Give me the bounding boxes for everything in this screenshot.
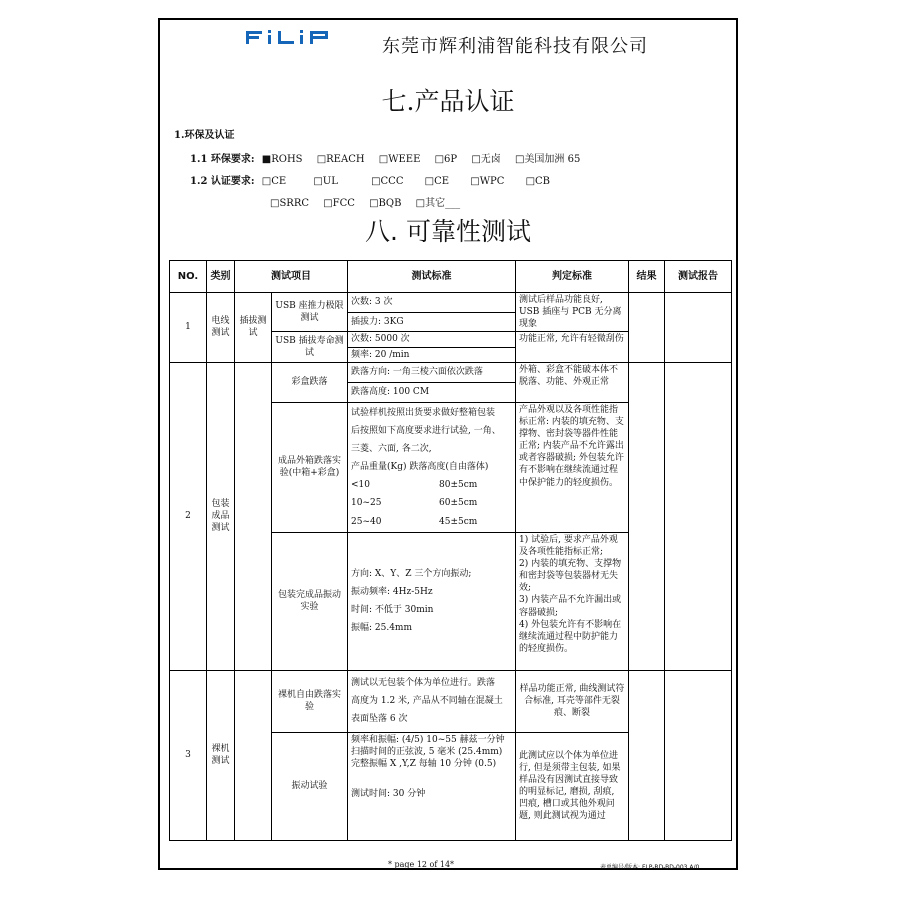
test-standard bbox=[348, 532, 516, 670]
criteria-line: 2) 内装的填充物、支撑物和密封袋等包装器材无失效; bbox=[519, 558, 622, 594]
std-line: 后按照如下高度要求进行试验, 一角、 bbox=[351, 425, 501, 436]
std-pair bbox=[351, 513, 512, 531]
std-line: 方向: X、Y、Z 三个方向振动; bbox=[351, 568, 472, 579]
std-line: 产品重量(Kg) 跌落高度(自由落体) bbox=[351, 462, 489, 473]
test-standard bbox=[348, 670, 516, 732]
criteria: 测试后样品功能良好, USB 插座与 PCB 无分离现象 bbox=[516, 293, 629, 332]
std-line: 振幅: 25.4mm bbox=[351, 623, 413, 634]
result-cell bbox=[629, 293, 665, 363]
test-standard bbox=[348, 402, 516, 532]
test-standard: 次数: 3 次 bbox=[348, 293, 516, 313]
report-cell bbox=[665, 362, 732, 670]
env-option: □美国加洲 65 bbox=[514, 154, 581, 165]
empty-cell bbox=[235, 362, 272, 670]
std-line: 频率和振幅: (4/5) 10~55 赫兹一分钟扫描时间的正弦波, 5 毫米 (25.4mm) 完整振幅 X ,Y,Z 每轴 10 分钟 (0.5) bbox=[351, 734, 505, 769]
col-header: 判定标准 bbox=[516, 261, 629, 293]
criteria-line: 3) 内装产品不允许漏出或容器破损; bbox=[519, 595, 622, 618]
filip-logo bbox=[246, 26, 356, 48]
std-line: 振动频率: 4Hz-5Hz bbox=[351, 587, 433, 598]
test-standard: 频率: 20 /min bbox=[348, 347, 516, 362]
cert-option: □其它___ bbox=[415, 198, 461, 209]
env-option: □WEEE bbox=[378, 154, 421, 165]
col-header: 类别 bbox=[207, 261, 235, 293]
weight: <10 bbox=[351, 480, 370, 491]
std-line: 时间: 不低于 30min bbox=[351, 605, 434, 616]
test-item: 彩盒跌落 bbox=[272, 362, 348, 402]
cert-option: □FCC bbox=[323, 198, 355, 209]
col-header: 测试标准 bbox=[348, 261, 516, 293]
criteria: 样品功能正常, 曲线测试符合标准, 耳壳等部件无裂痕、断裂 bbox=[516, 670, 629, 732]
col-header: 结果 bbox=[629, 261, 665, 293]
criteria: 此测试应以个体为单位进行, 但是须带主包装, 如果样品没有因测试直接导致的明显标记, 磨损, 刮痕, 凹痕, 槽口或其他外观问题, 则此测试视为通过 bbox=[516, 732, 629, 840]
row-number: 3 bbox=[170, 670, 207, 840]
std-line: 试验样机按照出货要求做好整箱包装 bbox=[351, 407, 496, 418]
report-cell bbox=[665, 293, 732, 363]
document-page bbox=[158, 18, 738, 870]
env-cert-heading: 1.环保及认证 bbox=[174, 130, 235, 141]
std-line: 高度为 1.2 米, 产品从不同轴在混凝土 bbox=[351, 696, 503, 707]
std-line: 测试以无包装个体为单位进行。跌落 bbox=[351, 677, 496, 688]
row-number: 2 bbox=[170, 362, 207, 670]
section-7-title: 七.产品认证 bbox=[381, 87, 515, 116]
col-header: 测试项目 bbox=[235, 261, 348, 293]
test-item: USB 插拔寿命测试 bbox=[272, 332, 348, 362]
criteria: 功能正常, 允许有轻微刮伤 bbox=[516, 332, 629, 362]
cert-option: □CCC bbox=[371, 176, 404, 187]
height: 80±5cm bbox=[439, 480, 478, 491]
col-header: 测试报告 bbox=[665, 261, 732, 293]
test-item: 成品外箱跌落实验(中箱+彩盒) bbox=[272, 402, 348, 532]
std-pair bbox=[351, 476, 512, 494]
col-header: NO. bbox=[170, 261, 207, 293]
weight: 25~40 bbox=[351, 516, 382, 527]
table-row bbox=[170, 362, 732, 382]
category-cell: 包装成品测试 bbox=[207, 362, 235, 670]
report-cell bbox=[665, 670, 732, 840]
cert-option: □WPC bbox=[470, 176, 505, 187]
weight: 10~25 bbox=[351, 498, 382, 509]
env-req-label: 1.1 环保要求: bbox=[190, 154, 255, 165]
test-item: 振动试验 bbox=[272, 732, 348, 840]
criteria-line: 4) 外包装允许有不影响在继续流通过程中防护能力的轻度损伤。 bbox=[519, 619, 622, 654]
env-option: □REACH bbox=[316, 154, 365, 165]
cert-req-label: 1.2 认证要求: bbox=[190, 176, 255, 187]
test-standard: 插拔力: 3KG bbox=[348, 312, 516, 332]
category-cell: 裸机测试 bbox=[207, 670, 235, 840]
test-standard bbox=[348, 732, 516, 840]
test-standard: 跌落高度: 100 CM bbox=[348, 382, 516, 402]
std-pair bbox=[351, 494, 512, 512]
std-line: 三菱、六面, 各二次, bbox=[351, 443, 432, 454]
form-number: 表单编号/版本: FLP-RD-BD-003 A/0 bbox=[600, 864, 700, 871]
test-item: 裸机自由跌落实验 bbox=[272, 670, 348, 732]
row-number: 1 bbox=[170, 293, 207, 363]
cert-requirements-line2 bbox=[270, 194, 471, 209]
cert-option: □CB bbox=[525, 176, 551, 187]
cert-option: □BQB bbox=[369, 198, 402, 209]
result-cell bbox=[629, 362, 665, 670]
section-8-title: 八. 可靠性测试 bbox=[365, 217, 531, 246]
table-header-row bbox=[170, 261, 732, 293]
empty-cell bbox=[235, 670, 272, 840]
subcategory-cell: 插拔测试 bbox=[235, 293, 272, 363]
test-item: 包装完成品振动实验 bbox=[272, 532, 348, 670]
cert-option: □CE bbox=[424, 176, 450, 187]
std-line: 表面坠落 6 次 bbox=[351, 714, 408, 725]
test-standard: 次数: 5000 次 bbox=[348, 332, 516, 347]
test-standard: 跌落方向: 一角三棱六面依次跌落 bbox=[348, 362, 516, 382]
table-row bbox=[170, 293, 732, 313]
env-requirements bbox=[190, 150, 591, 165]
env-option: □6P bbox=[434, 154, 458, 165]
test-item: USB 座推力极限测试 bbox=[272, 293, 348, 332]
result-cell bbox=[629, 670, 665, 840]
cert-option: □UL bbox=[313, 176, 338, 187]
height: 60±5cm bbox=[439, 498, 478, 509]
env-option: □无卤 bbox=[471, 154, 501, 165]
cert-option: □SRRC bbox=[270, 198, 310, 209]
env-option: ■ROHS bbox=[261, 154, 303, 165]
reliability-test-table bbox=[169, 260, 732, 841]
criteria bbox=[516, 532, 629, 670]
criteria: 产品外观以及各项性能指标正常: 内装的填充物、支撑物、密封袋等器件性能正常; 内装产品不允许露出或者容器破损; 外包装允许有不影响在继续流通过程中保护能力的轻度损伤。 bbox=[516, 402, 629, 532]
company-name: 东莞市辉利浦智能科技有限公司 bbox=[382, 36, 648, 57]
page-number: * page 12 of 14* bbox=[388, 860, 455, 869]
cert-option: □CE bbox=[261, 176, 287, 187]
criteria: 外箱、彩盒不能破本体不脱落、功能、外观正常 bbox=[516, 362, 629, 402]
criteria-line: 1) 试验后, 要求产品外观及各项性能指标正常; bbox=[519, 534, 618, 557]
cert-requirements bbox=[190, 172, 561, 187]
height: 45±5cm bbox=[439, 516, 478, 527]
category-cell: 电线测试 bbox=[207, 293, 235, 363]
table-row bbox=[170, 670, 732, 732]
std-line: 测试时间: 30 分钟 bbox=[351, 789, 426, 800]
